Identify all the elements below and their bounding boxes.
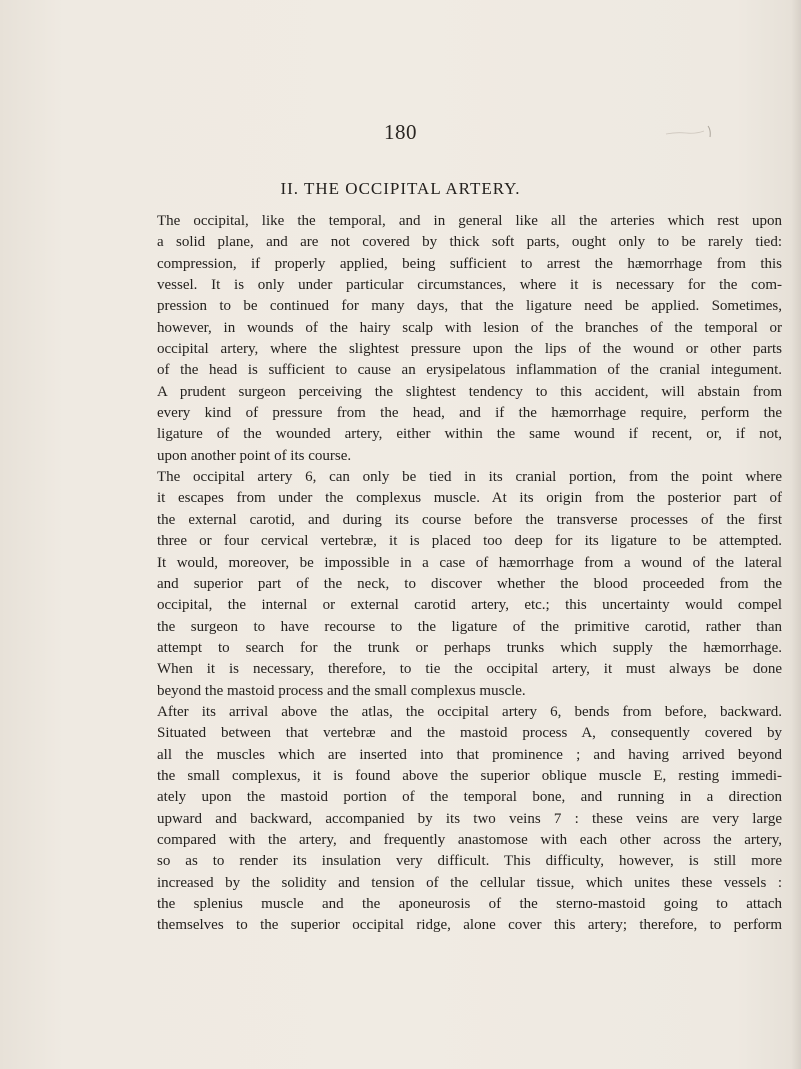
text-line: occipital, the internal or external carotid artery, etc.; this uncertainty would compel <box>157 597 782 614</box>
text-line: compression, if properly applied, being sufficient to arrest the hæmorrhage from this <box>157 255 782 272</box>
text-line: A prudent surgeon perceiving the slightest tendency to this accident, will abstain from <box>157 383 782 400</box>
text-line: so as to render its insulation very difficult. This difficulty, however, is still more <box>157 853 782 870</box>
text-line: all the muscles which are inserted into that prominence ; and having arrived beyond <box>157 746 782 763</box>
text-line: occipital artery, where the slightest pressure upon the lips of the wound or other parts <box>157 341 782 358</box>
text-line: The occipital, like the temporal, and in general like all the arteries which rest upon <box>157 213 782 229</box>
text-line: the small complexus, it is found above the superior oblique muscle E, resting immedi- <box>157 767 782 784</box>
text-line: ately upon the mastoid portion of the temporal bone, and running in a direction <box>157 789 782 806</box>
section-title: II. THE OCCIPITAL ARTERY. <box>280 179 521 198</box>
body-text <box>157 211 782 937</box>
text-line: pression to be continued for many days, that the ligature need be applied. Sometimes, <box>157 298 782 315</box>
text-line: compared with the artery, and frequently anastomose with each other across the artery, <box>157 831 782 848</box>
text-line: it escapes from under the complexus muscle. At its origin from the posterior part of <box>157 490 782 507</box>
text-line: and superior part of the neck, to discover whether the blood proceeded from the <box>157 575 782 592</box>
text-line: When it is necessary, therefore, to tie the occipital artery, it must always be done <box>157 661 782 678</box>
text-line: After its arrival above the atlas, the occipital artery 6, bends from before, backward. <box>157 703 782 720</box>
text-line: vessel. It is only under particular circumstances, where it is necessary for the com- <box>157 277 782 294</box>
text-line: of the head is sufficient to cause an erysipelatous inflammation of the cranial integument. <box>157 362 782 379</box>
text-line: Situated between that vertebræ and the mastoid process A, consequently covered by <box>157 725 782 742</box>
text-line: The occipital artery 6, can only be tied in its cranial portion, from the point where <box>157 469 782 486</box>
ink-smudge-mark <box>664 122 718 140</box>
text-line: a solid plane, and are not covered by thick soft parts, ought only to be rarely tied: <box>157 234 782 251</box>
text-line: beyond the mastoid process and the small complexus muscle. <box>157 682 526 699</box>
page-edge-shadow <box>791 0 801 1069</box>
text-line: upon another point of its course. <box>157 447 352 464</box>
text-line: the external carotid, and during its course before the transverse processes of the first <box>157 511 782 528</box>
text-line: increased by the solidity and tension of the cellular tissue, which unites these vessels : <box>157 874 782 891</box>
text-line: attempt to search for the trunk or perhaps trunks which supply the hæmorrhage. <box>157 639 782 656</box>
text-line: the surgeon to have recourse to the ligature of the primitive carotid, rather than <box>157 618 782 635</box>
text-line: upward and backward, accompanied by its two veins 7 : these veins are very large <box>157 810 782 827</box>
text-line: ligature of the wounded artery, either within the same wound if recent, or, if not, <box>157 426 782 443</box>
text-line: however, in wounds of the hairy scalp with lesion of the branches of the temporal or <box>157 319 782 336</box>
text-line: themselves to the superior occipital ridge, alone cover this artery; therefore, to perform <box>157 917 782 934</box>
page-number: 180 <box>384 120 417 144</box>
text-line: three or four cervical vertebræ, it is placed too deep for its ligature to be attempted. <box>157 533 782 550</box>
text-line: every kind of pressure from the head, and if the hæmorrhage require, perform the <box>157 405 782 422</box>
text-line: It would, moreover, be impossible in a case of hæmorrhage from a wound of the lateral <box>157 554 782 571</box>
text-line: the splenius muscle and the aponeurosis of the sterno-mastoid going to attach <box>157 896 782 912</box>
